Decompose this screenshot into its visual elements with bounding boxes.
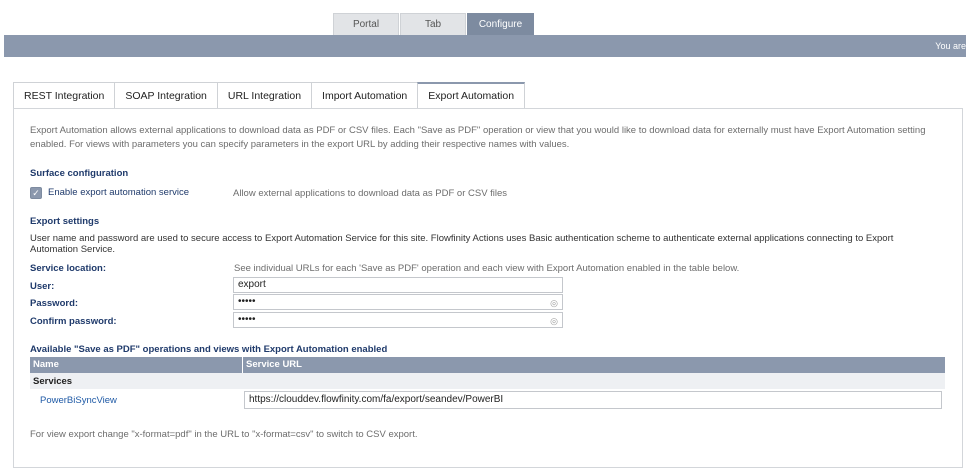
- tab-export-automation[interactable]: Export Automation: [417, 82, 525, 109]
- confirm-password-input[interactable]: [233, 312, 563, 328]
- user-input[interactable]: export: [233, 277, 563, 293]
- enable-export-checkbox[interactable]: [30, 187, 42, 199]
- table-group-row: [30, 373, 945, 389]
- export-settings-text: User name and password are used to secure access to Export Automation Service for this site. Flowfinity Actions uses Basic authentication scheme to authenticate external applications connecting to Export Automation Service.: [30, 233, 894, 255]
- integration-tab-bar: [13, 82, 524, 109]
- table-row-name-link[interactable]: PowerBiSyncView: [40, 395, 117, 406]
- tab-soap-integration[interactable]: SOAP Integration: [114, 82, 218, 109]
- column-header-service-url: Service URL: [246, 359, 302, 370]
- banner-user-text: You are: [935, 41, 966, 51]
- surface-config-title: Surface configuration: [30, 168, 129, 179]
- tab-url-integration[interactable]: URL Integration: [217, 82, 312, 109]
- column-divider: [242, 357, 243, 373]
- footer-note: For view export change "x-format=pdf" in the URL to "x-format=csv" to switch to CSV export.: [30, 429, 418, 440]
- description-text: Export Automation allows external applications to download data as PDF or CSV files. Each "Save as PDF" operation or view that you would like to download data for externally must have Export Automation setting enabled. For views with parameters you can specify parameters in the export URL by adding their respective names with values.: [30, 125, 926, 150]
- table-header: [30, 357, 945, 373]
- top-tab-bar: [333, 13, 535, 35]
- password-label: Password:: [30, 298, 79, 309]
- show-confirm-password-icon[interactable]: ◎: [550, 316, 558, 326]
- confirm-password-value: •••••: [238, 314, 256, 325]
- service-location-hint: See individual URLs for each 'Save as PDF' operation and each view with Export Automation enabled in the table below.: [234, 263, 740, 274]
- tab-import-automation[interactable]: Import Automation: [311, 82, 418, 109]
- show-password-icon[interactable]: ◎: [550, 298, 558, 308]
- password-input[interactable]: [233, 294, 563, 310]
- export-settings-title: Export settings: [30, 216, 100, 227]
- service-url-field[interactable]: https://clouddev.flowfinity.com/fa/export/seandev/PowerBI: [244, 391, 942, 409]
- checkmark-icon: ✓: [32, 187, 40, 198]
- operations-table-title: Available "Save as PDF" operations and views with Export Automation enabled: [30, 344, 388, 355]
- service-location-label: Service location:: [30, 263, 107, 274]
- user-label: User:: [30, 281, 55, 292]
- group-label-services: Services: [33, 376, 73, 387]
- confirm-password-label: Confirm password:: [30, 316, 117, 327]
- enable-export-hint: Allow external applications to download data as PDF or CSV files: [233, 188, 508, 199]
- tab-tab[interactable]: Tab: [400, 13, 466, 35]
- tab-portal[interactable]: Portal: [333, 13, 399, 35]
- column-header-name: Name: [33, 359, 59, 370]
- enable-export-label[interactable]: Enable export automation service: [48, 187, 189, 198]
- export-automation-panel: [13, 108, 963, 468]
- password-value: •••••: [238, 296, 256, 307]
- tab-configure[interactable]: Configure: [467, 13, 534, 35]
- tab-rest-integration[interactable]: REST Integration: [13, 82, 115, 109]
- header-banner: [4, 35, 966, 57]
